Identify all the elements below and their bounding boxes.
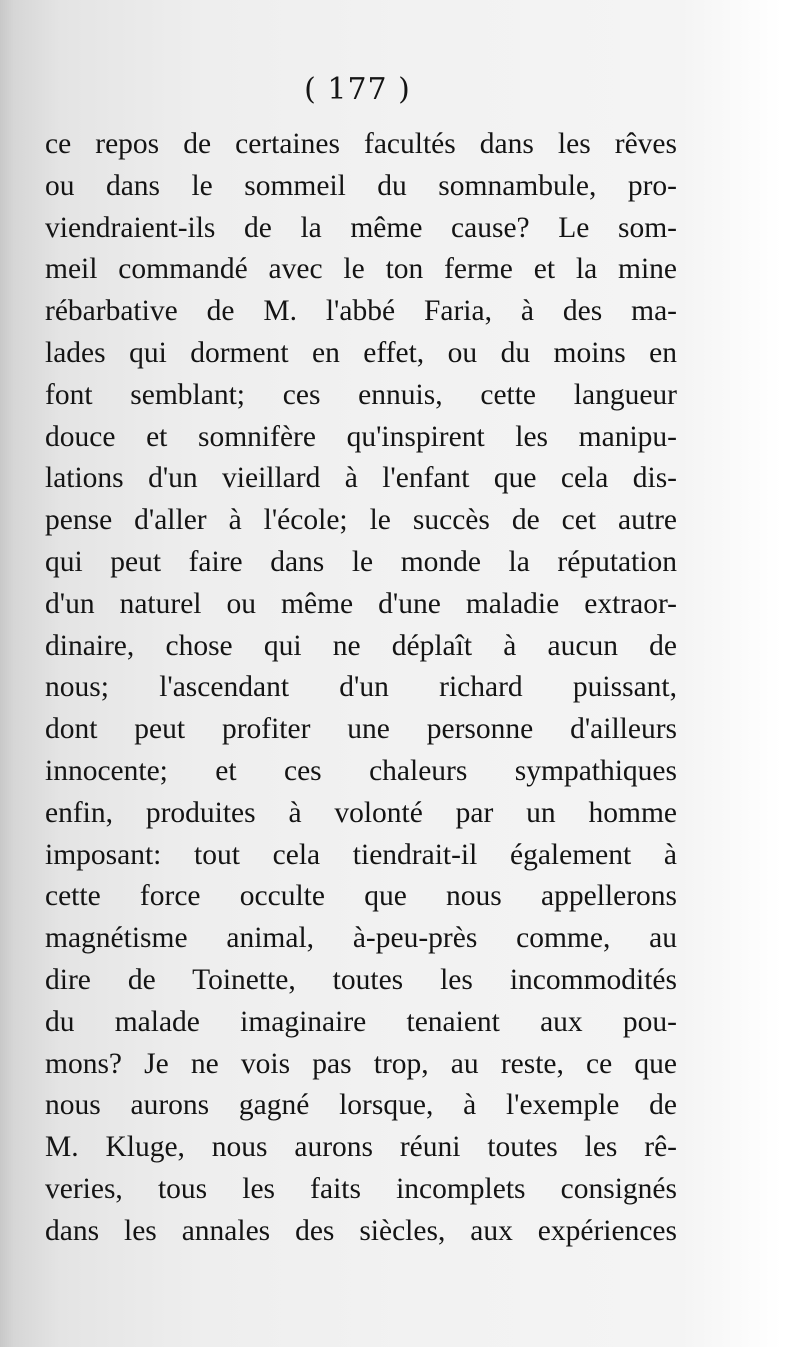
text-line: dinaire, chose qui ne déplaît à aucun de xyxy=(45,629,677,662)
page-number: ( 177 ) xyxy=(304,72,411,107)
text-line: dont peut profiter une personne d'ailleurs xyxy=(45,713,677,746)
text-line: du malade imaginaire tenaient aux pou- xyxy=(45,1005,677,1038)
text-line: ou dans le sommeil du somnambule, pro- xyxy=(45,169,677,202)
text-line: viendraient-ils de la même cause? Le som- xyxy=(45,211,677,244)
text-line: imposant: tout cela tiendrait-il également à xyxy=(45,838,677,871)
text-line: font semblant; ces ennuis, cette langueur xyxy=(45,378,677,411)
text-line: cette force occulte que nous appellerons xyxy=(45,880,677,913)
body-text xyxy=(45,124,677,1253)
text-line: lades qui dorment en effet, ou du moins en xyxy=(45,336,677,369)
text-line: rébarbative de M. l'abbé Faria, à des ma- xyxy=(45,295,677,328)
text-line: lations d'un vieillard à l'enfant que cela dis- xyxy=(45,462,677,495)
text-line: M. Kluge, nous aurons réuni toutes les rê- xyxy=(45,1131,677,1164)
text-line: mons? Je ne vois pas trop, au reste, ce que xyxy=(45,1047,677,1080)
text-line: nous; l'ascendant d'un richard puissant, xyxy=(45,671,677,704)
text-line: magnétisme animal, à-peu-près comme, au xyxy=(45,922,677,955)
text-line: douce et somnifère qu'inspirent les manipu- xyxy=(45,420,677,453)
text-line: ce repos de certaines facultés dans les rêves xyxy=(45,128,677,160)
page-edge xyxy=(782,0,800,1347)
text-line: meil commandé avec le ton ferme et la mine xyxy=(45,253,677,286)
text-line: qui peut faire dans le monde la réputation xyxy=(45,545,677,578)
text-line: nous aurons gagné lorsque, à l'exemple de xyxy=(45,1089,677,1122)
text-line: d'un naturel ou même d'une maladie extraor- xyxy=(45,587,677,620)
text-line: dire de Toinette, toutes les incommodités xyxy=(45,963,677,996)
text-line: innocente; et ces chaleurs sympathiques xyxy=(45,754,677,787)
text-line: veries, tous les faits incomplets consignés xyxy=(45,1172,677,1205)
text-line: enfin, produites à volonté par un homme xyxy=(45,796,677,829)
text-line: pense d'aller à l'école; le succès de cet autre xyxy=(45,504,677,537)
text-line: dans les annales des siècles, aux expériences xyxy=(45,1214,677,1247)
